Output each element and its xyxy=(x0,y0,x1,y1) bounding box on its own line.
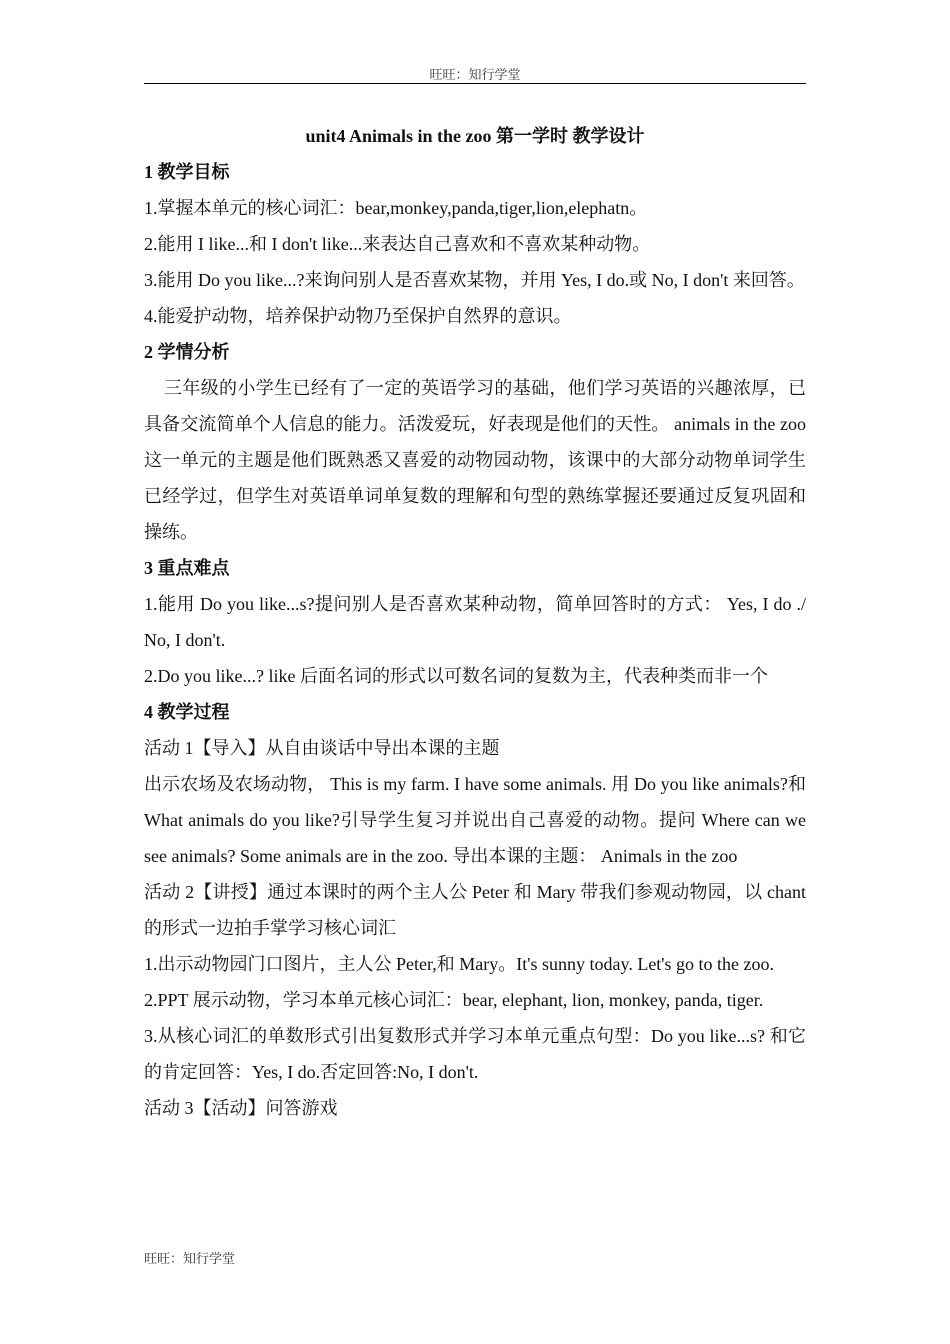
objective-item: 1.掌握本单元的核心词汇：bear,monkey,panda,tiger,lion,elephatn。 xyxy=(144,198,648,218)
page-footer: 旺旺：知行学堂 xyxy=(144,1251,236,1266)
activity-1-title: 活动 1【导入】从自由谈话中导出本课的主题 xyxy=(144,738,500,758)
activity-2-title: 活动 2【讲授】通过本课时的两个主人公 Peter 和 Mary 带我们参观动物园，以 chant 的形式一边拍手掌学习核心词汇 xyxy=(144,882,806,938)
objective-item: 4.能爱护动物，培养保护动物乃至保护自然界的意识。 xyxy=(144,306,572,326)
header-divider xyxy=(144,83,806,84)
activity-2-item: 3.从核心词汇的单数形式引出复数形式并学习本单元重点句型：Do you like...s? 和它的肯定回答：Yes, I do.否定回答:No, I don't. xyxy=(144,1026,806,1082)
section-heading-objectives: 1 教学目标 xyxy=(144,162,230,182)
key-point-item: 1.能用 Do you like...s?提问别人是否喜欢某种动物，简单回答时的方式： Yes, I do ./ No, I don't. xyxy=(144,594,806,650)
objective-item: 3.能用 Do you like...?来询问别人是否喜欢某物，并用 Yes, I do.或 No, I don't 来回答。 xyxy=(144,270,805,290)
objective-item: 2.能用 I like...和 I don't like...来表达自己喜欢和不喜欢某种动物。 xyxy=(144,234,651,254)
activity-3-title: 活动 3【活动】问答游戏 xyxy=(144,1098,338,1118)
activity-1-text: 出示农场及农场动物， This is my farm. I have some animals. 用 Do you like animals?和 What animals do you like?引导学生复习并说出自己喜爱的动物。提问 Where can we see animals? Some animals are in the zoo. 导出本课的主题： Animals in the zoo xyxy=(144,774,806,866)
activity-2-item: 1.出示动物园门口图片，主人公 Peter,和 Mary。It's sunny today. Let's go to the zoo. xyxy=(144,954,775,974)
page-header: 旺旺：知行学堂 xyxy=(429,67,521,82)
section-heading-key-points: 3 重点难点 xyxy=(144,558,230,578)
section-heading-analysis: 2 学情分析 xyxy=(144,342,230,362)
section-heading-process: 4 教学过程 xyxy=(144,702,230,722)
activity-2-item: 2.PPT 展示动物，学习本单元核心词汇：bear, elephant, lion, monkey, panda, tiger. xyxy=(144,990,764,1010)
document-title: unit4 Animals in the zoo 第一学时 教学设计 xyxy=(305,126,645,146)
key-point-item: 2.Do you like...? like 后面名词的形式以可数名词的复数为主，代表种类而非一个 xyxy=(144,666,768,686)
analysis-paragraph: 三年级的小学生已经有了一定的英语学习的基础，他们学习英语的兴趣浓厚，已具备交流简单个人信息的能力。活泼爱玩，好表现是他们的天性。 animals in the zoo 这一单元的主题是他们既熟悉又喜爱的动物园动物，该课中的大部分动物单词学生已经学过，但学生对英语单词单复数的理解和句型的熟练掌握还要通过反复巩固和操练。 xyxy=(144,378,806,542)
document-body xyxy=(144,118,806,1126)
